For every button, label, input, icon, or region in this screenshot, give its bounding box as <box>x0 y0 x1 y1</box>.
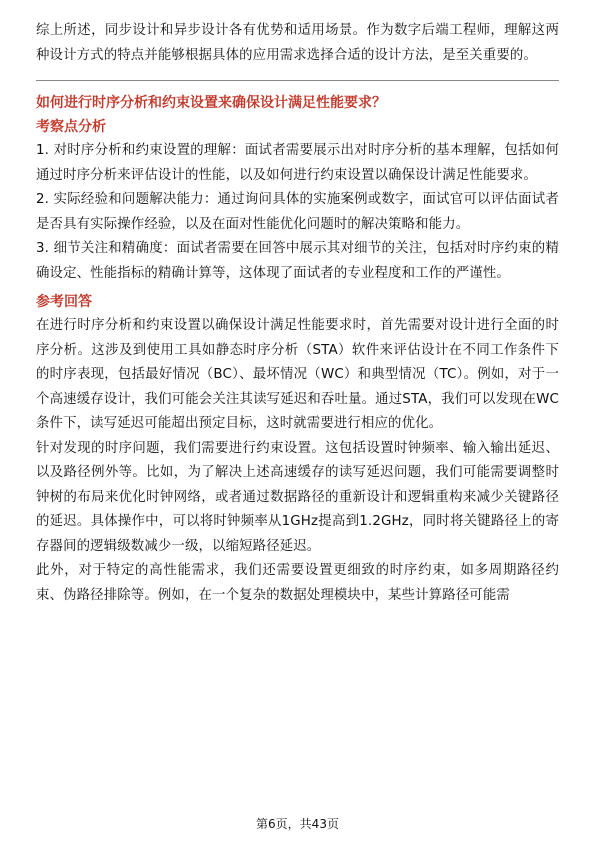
intro-paragraph: 综上所述，同步设计和异步设计各有优势和适用场景。作为数字后端工程师，理解这两种设计方式的特点并能够根据具体的应用需求选择合适的设计方法，是至关重要的。 <box>36 23 559 63</box>
answer-paragraph: 此外，对于特定的高性能需求，我们还需要设置更细致的时序约束，如多周期路径约束、伪路径排除等。例如，在一个复杂的数据处理模块中，某些计算路径可能需 <box>36 563 559 603</box>
answer-paragraph: 针对发现的时序问题，我们需要进行约束设置。这包括设置时钟频率、输入输出延迟、以及路径例外等。比如，为了解决上述高速缓存的读写延迟问题，我们可能需要调整时钟树的布局来优化时钟网络，或者通过数据路径的重新设计和逻辑重构来减少关键路径的延迟。具体操作中，可以将时钟频率从1GHz提高到1.2GHz，同时将关键路径上的寄存器间的逻辑级数减少一级，以缩短路径延迟。 <box>36 440 559 554</box>
answer-paragraph: 在进行时序分析和约束设置以确保设计满足性能要求时，首先需要对设计进行全面的时序分析。这涉及到使用工具如静态时序分析（STA）软件来评估设计在不同工作条件下的时序表现，包括最好情况（BC）、最坏情况（WC）和典型情况（TC）。例如，对于一个高速缓存设计，我们可能会关注其读写延迟和吞吐量。通过STA，我们可以发现在WC条件下，读写延迟可能超出预定目标，这时就需要进行相应的优化。 <box>36 318 559 431</box>
analysis-item: 2. 实际经验和问题解决能力：通过询问具体的实施案例或数字，面试官可以评估面试者是否具有实际操作经验，以及在面对性能优化问题时的解决策略和能力。 <box>36 192 559 232</box>
section-divider <box>36 80 559 81</box>
analysis-heading: 考察点分析 <box>36 119 106 135</box>
page-number: 第6页，共43页 <box>256 817 339 831</box>
answer-heading: 参考回答 <box>36 294 92 310</box>
page-content <box>36 19 559 608</box>
analysis-item: 1. 对时序分析和约束设置的理解：面试者需要展示出对时序分析的基本理解，包括如何通过时序分析来评估设计的性能，以及如何进行约束设置以确保设计满足性能要求。 <box>36 143 559 183</box>
analysis-item: 3. 细节关注和精确度：面试者需要在回答中展示其对细节的关注，包括对时序约束的精确设定、性能指标的精确计算等，这体现了面试者的专业程度和工作的严谨性。 <box>36 241 559 281</box>
question-title: 如何进行时序分析和约束设置来确保设计满足性能要求？ <box>36 95 386 111</box>
